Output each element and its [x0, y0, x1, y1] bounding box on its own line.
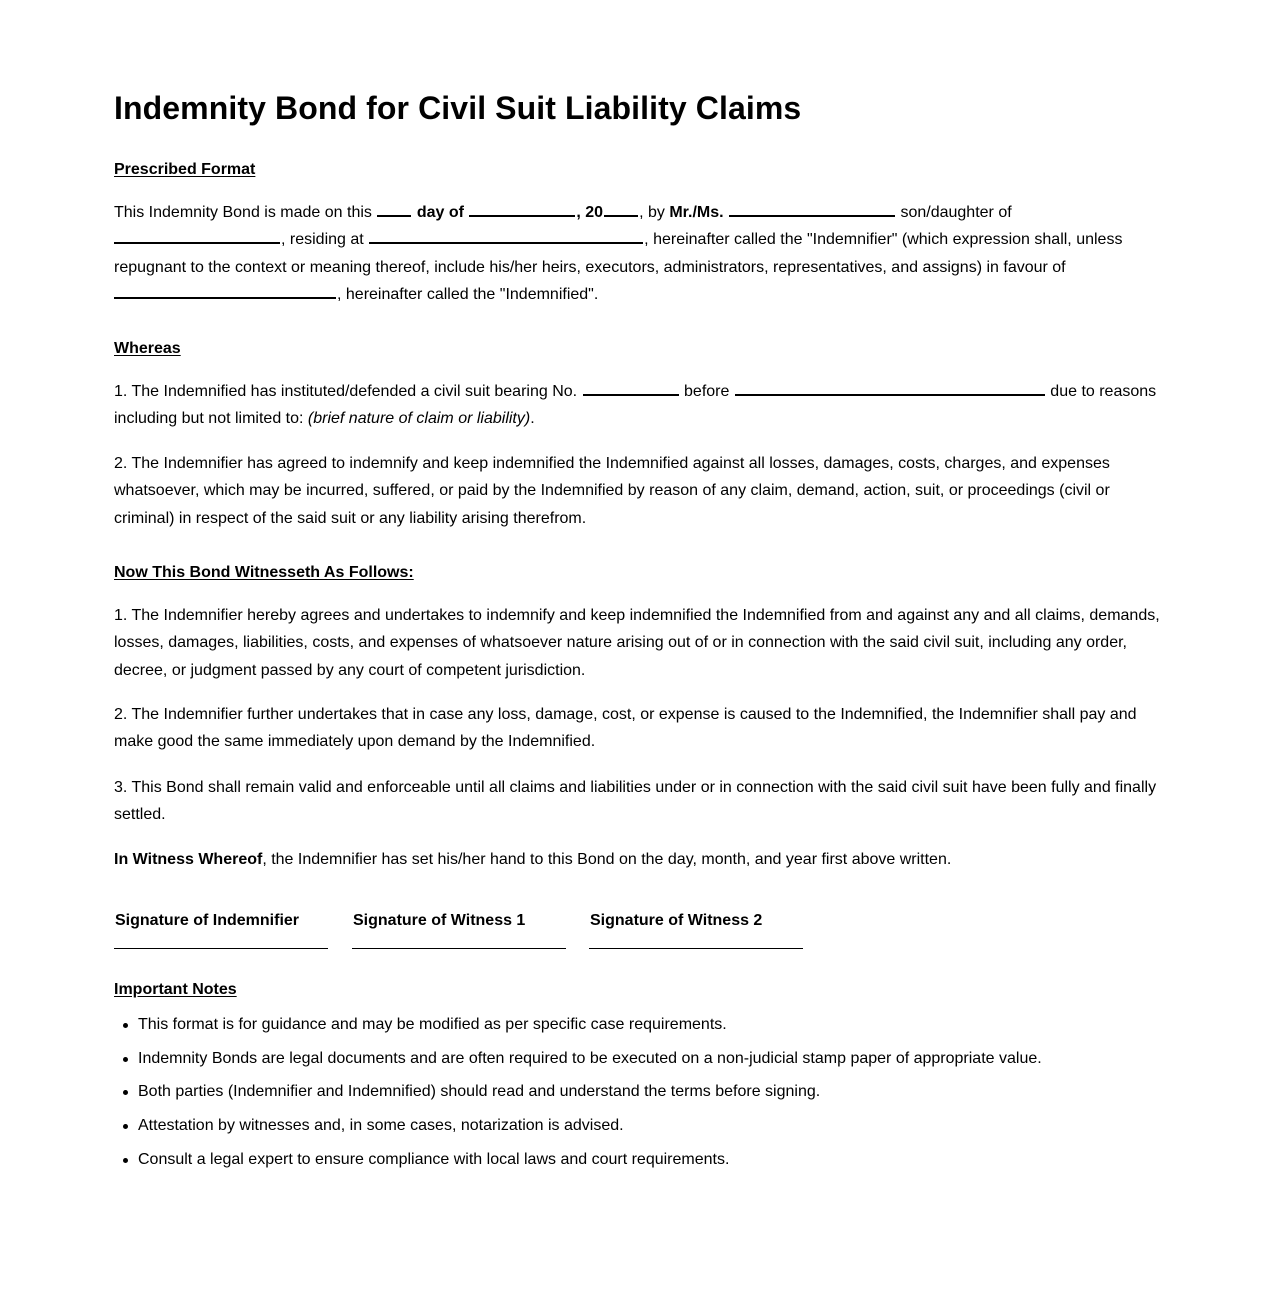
indemnified-name-blank — [114, 283, 336, 299]
whereas-1-text-d: (brief nature of claim or liability) — [307, 410, 531, 428]
list-item: Consult a legal expert to ensure compliance with local laws and court requirements. — [138, 1149, 1042, 1183]
preamble-text-8: , hereinafter called the "Indemnifier" (which expression shall, unless repugnant to the context or meaning thereof, include his/her heirs, executors, administrators, representatives, and assigns) in favour of — [114, 231, 1123, 276]
witness-whereof-text: , the Indemnifier has set his/her hand to this Bond on the day, month, and year first above written. — [262, 851, 952, 868]
preamble-text-5: Mr./Ms. — [669, 204, 724, 221]
indemnifier-name-blank — [729, 201, 895, 217]
list-item: Indemnity Bonds are legal documents and are often required to be executed on a non-judicial stamp paper of appropriate value. — [138, 1048, 1042, 1082]
document-title: Indemnity Bond for Civil Suit Liability Claims — [114, 90, 802, 126]
whereas-clause-1 — [114, 378, 1164, 433]
list-item: Attestation by witnesses and, in some cases, notarization is advised. — [138, 1115, 1042, 1149]
list-item: This format is for guidance and may be modified as per specific case requirements. — [138, 1014, 1042, 1048]
court-name-blank — [735, 380, 1045, 396]
signature-witness-2-label: Signature of Witness 2 — [590, 912, 763, 929]
day-blank — [377, 201, 411, 217]
witnesseth-heading: Now This Bond Witnesseth As Follows: — [114, 564, 414, 581]
preamble-text-4: , by — [639, 204, 665, 221]
preamble-text-1: This Indemnity Bond is made on this — [114, 204, 372, 221]
preamble-paragraph — [114, 199, 1164, 308]
prescribed-format-heading: Prescribed Format — [114, 161, 256, 178]
month-blank — [469, 201, 575, 217]
signature-witness-2 — [589, 912, 803, 949]
year-blank — [604, 201, 638, 217]
witnesseth-clause-2: 2. The Indemnifier further undertakes that in case any loss, damage, cost, or expense is caused to the Indemnified, the Indemnifier shall pay and make good the same immediately upon demand by the Indemnified. — [114, 706, 1137, 751]
signature-indemnifier-label: Signature of Indemnifier — [115, 912, 300, 929]
whereas-1-text-e: . — [530, 410, 535, 428]
preamble-text-3: , 20 — [576, 204, 604, 221]
preamble-text-7: , residing at — [281, 231, 364, 249]
witnesseth-clause-1: 1. The Indemnifier hereby agrees and undertakes to indemnify and keep indemnified the Indemnified from and against any and all claims, demands, losses, damages, liabilities, costs, and expenses of whatsoever nature arising out of or in connection with the said civil suit, including any order, decree, or judgment passed by any court of competent jurisdiction. — [114, 607, 1160, 679]
whereas-heading: Whereas — [114, 340, 181, 357]
witness-whereof-paragraph — [114, 846, 1164, 873]
preamble-text-9: , hereinafter called the "Indemnified". — [337, 285, 599, 303]
whereas-1-text-b: before — [684, 383, 730, 400]
witnesseth-clause-3: 3. This Bond shall remain valid and enforceable until all claims and liabilities under or in connection with the said civil suit have been fully and finally settled. — [114, 779, 1157, 824]
signature-witness-1-label: Signature of Witness 1 — [353, 912, 526, 929]
preamble-text-2: day of — [416, 204, 464, 221]
whereas-clause-2: 2. The Indemnifier has agreed to indemnify and keep indemnified the Indemnified against all losses, damages, costs, charges, and expenses whatsoever, which may be incurred, suffered, or paid by the Indemnified by reason of any claim, demand, action, suit, or proceedings (civil or criminal) in respect of the said suit or any liability arising therefrom. — [114, 455, 1110, 527]
list-item: Both parties (Indemnifier and Indemnified) should read and understand the terms before signing. — [138, 1081, 1042, 1115]
whereas-1-text-a: 1. The Indemnified has instituted/defended a civil suit bearing No. — [114, 383, 578, 400]
signature-indemnifier — [114, 912, 328, 949]
notes-list — [114, 1014, 1042, 1182]
witness-whereof-bold: In Witness Whereof — [114, 851, 263, 868]
whereas-1-text-c: due to reasons including but not limited to: — [114, 383, 1157, 428]
suit-number-blank — [583, 380, 679, 396]
important-notes-heading: Important Notes — [114, 981, 237, 998]
address-blank — [369, 228, 643, 244]
signature-witness-1 — [352, 912, 566, 949]
parent-name-blank — [114, 228, 280, 244]
preamble-text-6: son/daughter of — [900, 204, 1012, 221]
